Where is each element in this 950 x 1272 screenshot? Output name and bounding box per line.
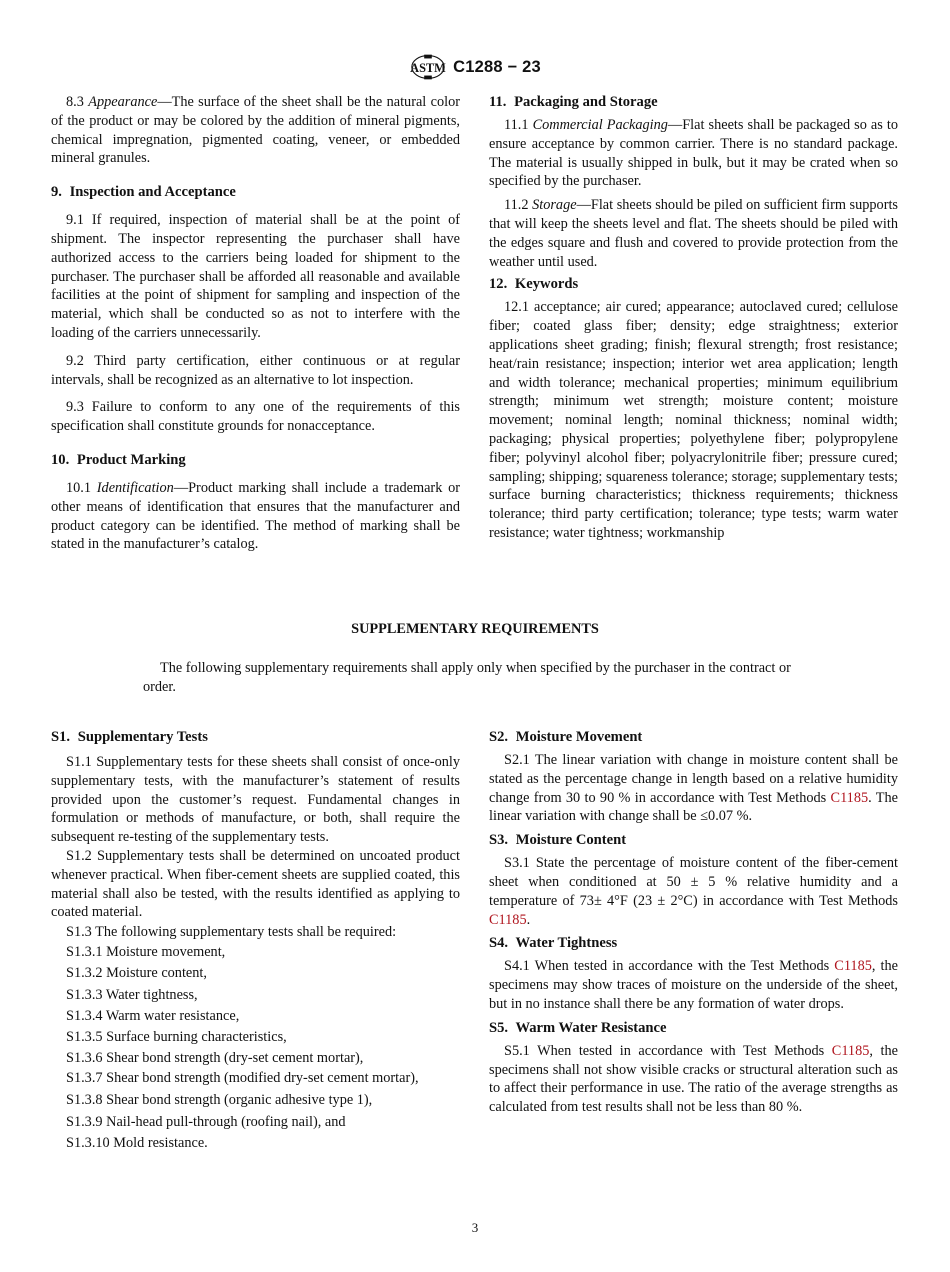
- section-9-3: 9.3 Failure to conform to any one of the requirements of this specification shall constitute grounds for nonacceptance.: [51, 399, 460, 435]
- list-item: S1.3.2 Moisture content,: [66, 965, 207, 982]
- c1185-link[interactable]: C1185: [830, 789, 869, 806]
- supplementary-requirements-title: SUPPLEMENTARY REQUIREMENTS: [351, 621, 599, 637]
- list-item: S1.3.8 Shear bond strength (organic adhesive type 1),: [66, 1092, 373, 1109]
- page-number: 3: [471, 1220, 479, 1235]
- list-item: S1.3.5 Surface burning characteristics,: [66, 1028, 287, 1045]
- right-column-lower: [489, 728, 898, 1123]
- supplementary-tests-list: [51, 942, 460, 1154]
- section-s1-heading: S1. Supplementary Tests: [51, 729, 208, 745]
- list-item: S1.3.7 Shear bond strength (modified dry-set cement mortar),: [66, 1070, 419, 1087]
- section-10-heading: 10. Product Marking: [51, 451, 186, 468]
- supplementary-intro: The following supplementary requirements shall apply only when specified by the purchaser in the contract or order.: [143, 660, 791, 695]
- section-s3-heading: S3. Moisture Content: [489, 832, 627, 849]
- section-11-1: 11.1 Commercial Packaging—Flat sheets shall be packaged so as to ensure acceptance by common carrier. There is no standard package. The material is usually shipped in bulk, but it may be crated when so specified by the purchaser.: [489, 117, 898, 190]
- page-header: [0, 52, 950, 84]
- left-column-upper: [51, 93, 460, 560]
- list-item: S1.3.9 Nail-head pull-through (roofing nail), and: [66, 1113, 346, 1130]
- section-s1-1: S1.1 Supplementary tests for these sheets shall consist of once-only supplementary tests, with the manufacturer’s statement of results provided upon the customer’s request. Fundamental changes in formulation or methods of manufacture, or both, shall require the subsequent re-testing of the supplementary tests.: [51, 754, 460, 846]
- list-item: S1.3.10 Mold resistance.: [66, 1134, 208, 1151]
- c1185-link[interactable]: C1185: [831, 1042, 870, 1059]
- astm-logo-icon: [409, 52, 447, 82]
- section-s1-2: S1.2 Supplementary tests shall be determined on uncoated product whenever practical. When fiber-cement sheets are supplied coated, this material shall also be tested, with the results identified as applying to coated material.: [51, 847, 460, 921]
- list-item: S1.3.1 Moisture movement,: [66, 944, 226, 961]
- list-item: S1.3.6 Shear bond strength (dry-set cement mortar),: [66, 1050, 364, 1067]
- c1185-link[interactable]: C1185: [489, 911, 527, 928]
- c1185-link[interactable]: C1185: [834, 958, 872, 975]
- document-id: C1288 − 23: [453, 57, 541, 76]
- section-10-1: 10.1 Identification—Product marking shall include a trademark or other means of identification that ensures that the manufacturer and product category can be identified. The method of marking shall be stated in the manufacturer’s catalog.: [51, 479, 460, 553]
- list-item: S1.3.4 Warm water resistance,: [66, 1007, 240, 1024]
- section-s3-1: S3.1 State the percentage of moisture content of the fiber-cement sheet when conditioned at 50 ± 5 % relative humidity and a temperature of 73± 4°F (23 ± 2°C) in accordance with Test Methods C1185.: [489, 855, 898, 928]
- section-12-heading: 12. Keywords: [489, 276, 579, 293]
- section-s4-1: S4.1 When tested in accordance with the Test Methods C1185, the specimens may show traces of moisture on the underside of the sheet, but in no instance shall there be any formation of water drops.: [489, 958, 898, 1012]
- section-s1-3: S1.3 The following supplementary tests shall be required:: [66, 924, 397, 941]
- svg-text:ASTM: ASTM: [410, 60, 446, 75]
- section-8-3: 8.3 Appearance—The surface of the sheet shall be the natural color of the product or may be colored by the addition of mineral pigments, chemical impregnation, pigmented coating, veneer, or embedded mineral granules.: [51, 94, 461, 167]
- list-item: S1.3.3 Water tightness,: [66, 986, 198, 1003]
- section-s2-1: S2.1 The linear variation with change in moisture content shall be stated as the percentage change in length based on a relative humidity change from 30 to 90 % in accordance with Test Methods C1185. The linear variation with change shall be ≤0.07 %.: [489, 752, 898, 825]
- section-11-2: 11.2 Storage—Flat sheets should be piled on sufficient firm supports that will keep the sheets level and flat. The sheets should be piled with the edges square and flush and covered to provide protection from the weather until used.: [489, 197, 898, 270]
- section-s2-heading: S2. Moisture Movement: [489, 729, 643, 745]
- left-column-lower: [51, 728, 460, 1154]
- section-9-2: 9.2 Third party certification, either continuous or at regular intervals, shall be recognized as an alternative to lot inspection.: [51, 352, 460, 388]
- section-8-3-title: Appearance: [88, 94, 158, 110]
- section-s4-heading: S4. Water Tightness: [489, 935, 618, 952]
- section-s5-heading: S5. Warm Water Resistance: [489, 1019, 667, 1036]
- section-11-heading: 11. Packaging and Storage: [489, 94, 658, 110]
- section-9-1: 9.1 If required, inspection of material shall be at the point of shipment. The inspector representing the purchaser shall have authorized access to the carriers being loaded for shipment to the purchaser. The purchaser shall be afforded all reasonable and available facilities at the point of shipment for sampling and inspection of the material, which shall be conducted so as not to interfere with the loading of the carriers unnecessarily.: [51, 212, 460, 341]
- section-12-1-keywords: 12.1 acceptance; air cured; appearance; autoclaved cured; cellulose fiber; coated glass fiber; density; edge straightness; exterior applications sheet grading; finish; flexural strength; frost resistance; heat/rain resistance; inspection; interior wet area application; length and width tolerance; mechanical properties; minimum equilibrium strength; minimum wet strength; moisture content; moisture movement; nominal length; nominal thickness; nominal width; packaging; physical properties; polyethylene fiber; polypropylene fiber; polyvinyl alcohol fiber; polyacrylonitrile fiber; pressure cured; sampling; shipping; squareness tolerance; storage; supplementary tests; surface burning characteristics; thickness requirements; thickness tolerance; third party certification; tolerance; type tests; warm water resistance; water tightness; workmanship: [489, 299, 898, 541]
- right-column-upper: [489, 93, 898, 549]
- section-s5-1: S5.1 When tested in accordance with Test Methods C1185, the specimens shall not show visible cracks or structural alteration such as to affect their performance in use. The ratio of the average strengths as calculated from test results shall not be less than 80 %.: [489, 1042, 898, 1116]
- section-9-heading: 9. Inspection and Acceptance: [51, 184, 236, 201]
